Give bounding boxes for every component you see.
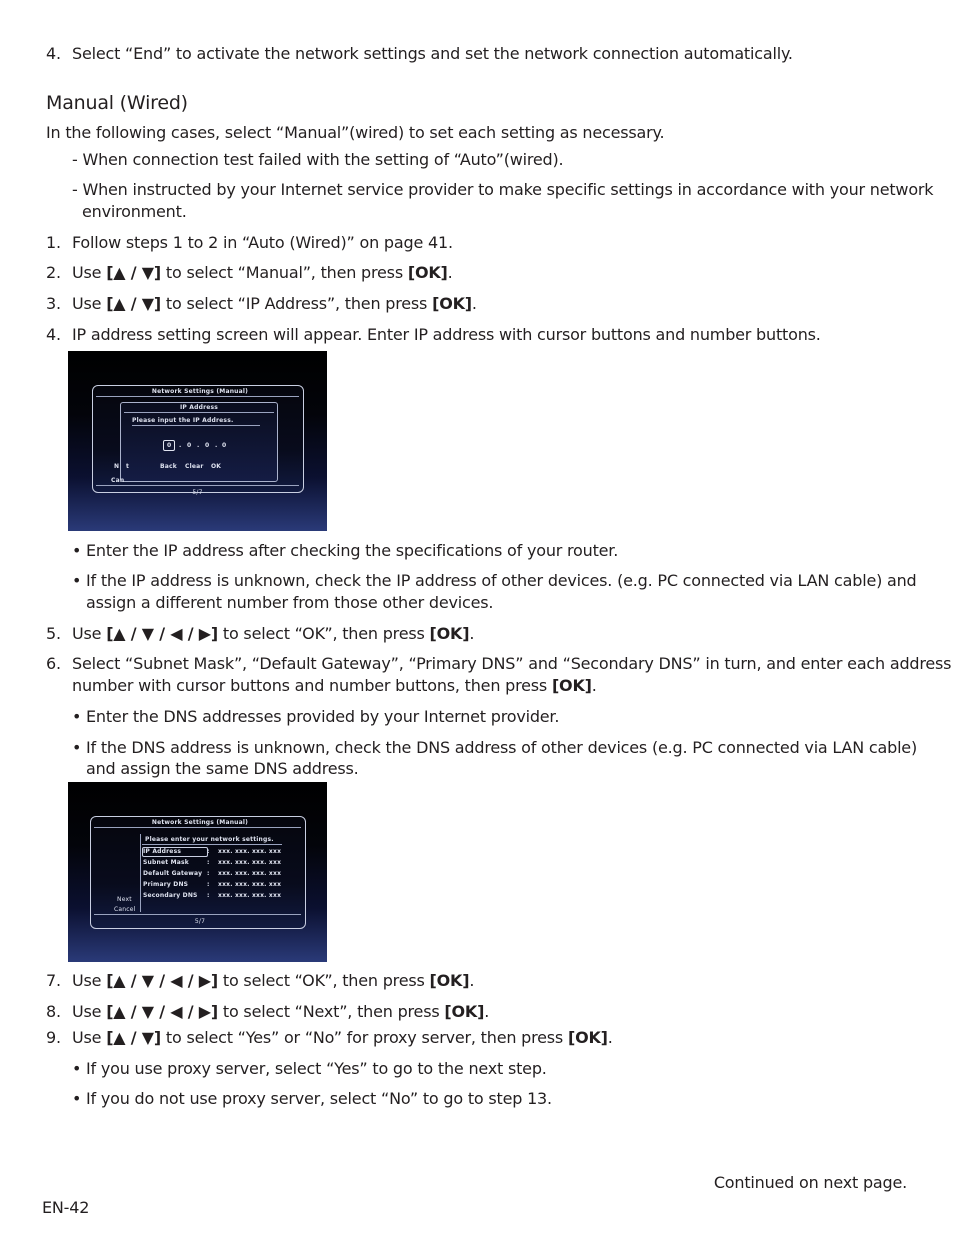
step-text: Use [▲ / ▼] to select “Manual”, then press [OK]. <box>72 263 453 282</box>
ip-separator: . <box>179 442 182 449</box>
ok-key: [OK] <box>429 624 470 643</box>
page-indicator: 5/7 <box>194 918 206 925</box>
ok-key: [OK] <box>432 294 472 313</box>
continued-note: Continued on next page. <box>713 1173 907 1192</box>
page-number: EN-42 <box>42 1198 90 1217</box>
bullet-item: • If the IP address is unknown, check the IP address of other devices. (e.g. PC connected via LAN cable) and <box>86 571 917 591</box>
settings-row-value: xxx. xxx. xxx. xxx <box>218 892 282 899</box>
cursor-keys: [▲ / ▼ / ◀ / ▶] <box>106 624 218 643</box>
side-cancel-hidden: Can <box>111 477 125 484</box>
step-text: Use [▲ / ▼] to select “Yes” or “No” for proxy server, then press [OK]. <box>72 1028 613 1047</box>
settings-row-colon: : <box>207 870 210 877</box>
clear-button[interactable]: Clear <box>185 463 204 470</box>
section-title: Manual (Wired) <box>46 92 188 114</box>
step-number: 8. <box>46 1002 61 1021</box>
step-number: 5. <box>46 624 61 643</box>
bullet-item: • If the DNS address is unknown, check the DNS address of other devices (e.g. PC connected via LAN cable) <box>86 738 917 758</box>
step-number: 9. <box>46 1028 61 1047</box>
settings-prompt: Please enter your network settings. <box>145 836 274 843</box>
step-number: 4. <box>46 325 61 344</box>
ok-key: [OK] <box>567 1028 608 1047</box>
bullet-item: • Enter the IP address after checking the specifications of your router. <box>86 541 618 561</box>
ip-separator: . <box>197 442 200 449</box>
step-text: Follow steps 1 to 2 in “Auto (Wired)” on page 41. <box>72 233 453 252</box>
cursor-keys: [▲ / ▼ / ◀ / ▶] <box>106 971 218 990</box>
step-text-continued: number with cursor buttons and number buttons, then press [OK]. <box>72 676 597 695</box>
ip-octet: 0 <box>187 442 192 449</box>
settings-row-label[interactable]: Subnet Mask <box>143 859 189 866</box>
ok-key: [OK] <box>407 263 448 282</box>
settings-row-value: xxx. xxx. xxx. xxx <box>218 881 282 888</box>
ip-octet: 0 <box>205 442 210 449</box>
side-next-tail: t <box>126 463 130 470</box>
step-number: 2. <box>46 263 61 282</box>
settings-row-label[interactable]: Default Gateway <box>143 870 203 877</box>
step-text: IP address setting screen will appear. Enter IP address with cursor buttons and number buttons. <box>72 325 821 344</box>
step-text: Select “Subnet Mask”, “Default Gateway”, “Primary DNS” and “Secondary DNS” in turn, and enter each address <box>72 654 952 673</box>
cancel-button[interactable]: Cancel <box>114 906 136 913</box>
page-indicator: 5/7 <box>192 489 203 496</box>
step-text: Use [▲ / ▼] to select “IP Address”, then press [OK]. <box>72 294 477 313</box>
ok-key: [OK] <box>429 971 470 990</box>
cursor-keys: [▲ / ▼] <box>106 1028 162 1047</box>
step-text: Use [▲ / ▼ / ◀ / ▶] to select “OK”, then press [OK]. <box>72 624 475 643</box>
settings-row-value: xxx. xxx. xxx. xxx <box>218 848 282 855</box>
bullet-item-continued: and assign the same DNS address. <box>86 759 359 778</box>
ip-separator: . <box>215 442 218 449</box>
ok-button[interactable]: OK <box>211 463 222 470</box>
step-number: 1. <box>46 233 61 252</box>
ip-address-screen <box>68 351 327 531</box>
bullet-item: • Enter the DNS addresses provided by your Internet provider. <box>86 707 559 727</box>
settings-row-colon: : <box>207 892 210 899</box>
intro-text: In the following cases, select “Manual”(wired) to set each setting as necessary. <box>46 123 665 142</box>
settings-row-colon: : <box>207 859 210 866</box>
step-text: Select “End” to activate the network settings and set the network connection automatically. <box>72 44 793 63</box>
back-button[interactable]: Back <box>160 463 177 470</box>
cursor-keys: [▲ / ▼] <box>106 263 162 282</box>
settings-row-colon: : <box>207 881 210 888</box>
settings-row-label[interactable]: Primary DNS <box>143 881 189 888</box>
step-number: 3. <box>46 294 61 313</box>
case-item: - When instructed by your Internet service provider to make specific settings in accordance with your network <box>72 180 934 199</box>
step-text: Use [▲ / ▼ / ◀ / ▶] to select “OK”, then press [OK]. <box>72 971 475 990</box>
bullet-item: • If you do not use proxy server, select “No” to go to step 13. <box>86 1089 552 1109</box>
step-number: 6. <box>46 654 61 673</box>
settings-row-colon: : <box>207 848 210 855</box>
cursor-keys: [▲ / ▼] <box>106 294 162 313</box>
ip-octet: 0 <box>167 442 172 449</box>
network-settings-screen <box>68 782 327 962</box>
step-number: 4. <box>46 44 61 63</box>
settings-row-value: xxx. xxx. xxx. xxx <box>218 870 282 877</box>
cursor-keys: [▲ / ▼ / ◀ / ▶] <box>106 1002 218 1021</box>
step-number: 7. <box>46 971 61 990</box>
dialog-prompt: Please input the IP Address. <box>132 417 234 424</box>
settings-row-label[interactable]: IP Address <box>143 848 182 855</box>
bullet-item-continued: assign a different number from those other devices. <box>86 593 494 612</box>
ip-octet: 0 <box>222 442 227 449</box>
bullet-item: • If you use proxy server, select “Yes” to go to the next step. <box>86 1059 547 1079</box>
dialog-title: IP Address <box>179 404 219 411</box>
side-next-hidden: N <box>114 463 120 470</box>
step-text: Use [▲ / ▼ / ◀ / ▶] to select “Next”, then press [OK]. <box>72 1002 490 1021</box>
screen-title: Network Settings (Manual) <box>151 388 249 395</box>
screen-title: Network Settings (Manual) <box>151 819 249 826</box>
ok-key: [OK] <box>551 676 592 695</box>
case-item: - When connection test failed with the setting of “Auto”(wired). <box>72 150 564 169</box>
case-item-continued: environment. <box>82 202 187 221</box>
settings-row-label[interactable]: Secondary DNS <box>143 892 198 899</box>
next-button[interactable]: Next <box>117 896 132 903</box>
ok-key: [OK] <box>444 1002 485 1021</box>
settings-row-value: xxx. xxx. xxx. xxx <box>218 859 282 866</box>
